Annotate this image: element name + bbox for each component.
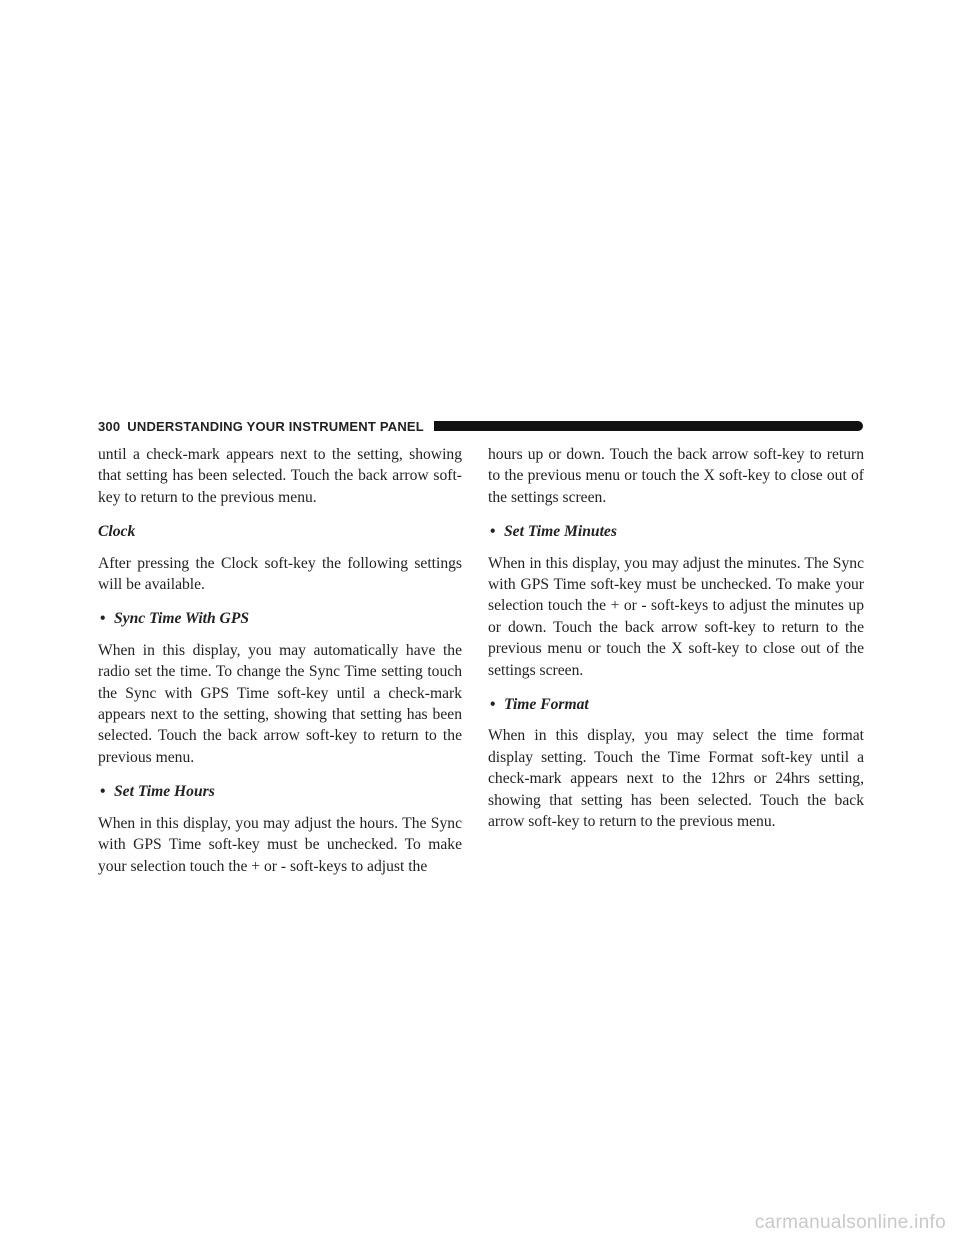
- paragraph: When in this display, you may adjust the minutes. The Sync with GPS Time soft-key must be unchecked. To make your selection touch the + or - soft-keys to adjust the minutes up or down. Touch the back arrow soft-key to return to the previous menu or touch the X soft-key to close out of the settings screen.: [488, 554, 864, 679]
- clock-heading: Clock: [98, 523, 136, 541]
- page-number: 300: [98, 418, 121, 434]
- paragraph: until a check-mark appears next to the setting, showing that setting has been selected. Touch the back arrow soft-key to return to the previous menu.: [98, 446, 462, 506]
- section-title: UNDERSTANDING YOUR INSTRUMENT PANEL: [127, 418, 424, 434]
- left-column: [98, 444, 462, 890]
- bullet-icon: •: [100, 783, 106, 801]
- bullet-label: Set Time Minutes: [504, 523, 617, 541]
- bullet-icon: •: [490, 696, 496, 714]
- bullet-item: [488, 521, 864, 542]
- bullet-item: [98, 608, 462, 629]
- bullet-label: Set Time Hours: [114, 783, 215, 801]
- bullet-label: Sync Time With GPS: [114, 610, 250, 628]
- paragraph: When in this display, you may automatically have the radio set the time. To change the Sync Time setting touch the Sync with GPS Time soft-key until a check-mark appears next to the setting, showing that setting has been selected. Touch the back arrow soft-key to return to the previous menu.: [98, 641, 462, 766]
- watermark-text: carmanualsonline.info: [754, 1212, 946, 1233]
- bullet-item: [98, 781, 462, 802]
- paragraph: When in this display, you may adjust the hours. The Sync with GPS Time soft-key must be unchecked. To make your selection touch the + or - soft-keys to adjust the: [98, 814, 462, 875]
- page-header: [98, 418, 863, 434]
- paragraph: When in this display, you may select the time format display setting. Touch the Time Format soft-key until a check-mark appears next to the 12hrs or 24hrs setting, showing that setting has been selected. Touch the back arrow soft-key to return to the previous menu.: [488, 727, 864, 831]
- bullet-label: Time Format: [504, 696, 589, 714]
- bullet-item: [488, 694, 864, 715]
- bullet-icon: •: [100, 610, 106, 628]
- bullet-icon: •: [490, 523, 496, 541]
- right-column: [488, 444, 864, 846]
- paragraph: After pressing the Clock soft-key the following settings will be available.: [98, 554, 462, 594]
- paragraph: hours up or down. Touch the back arrow soft-key to return to the previous menu or touch the X soft-key to close out of the settings screen.: [488, 446, 864, 506]
- header-rule-bar: [434, 421, 863, 431]
